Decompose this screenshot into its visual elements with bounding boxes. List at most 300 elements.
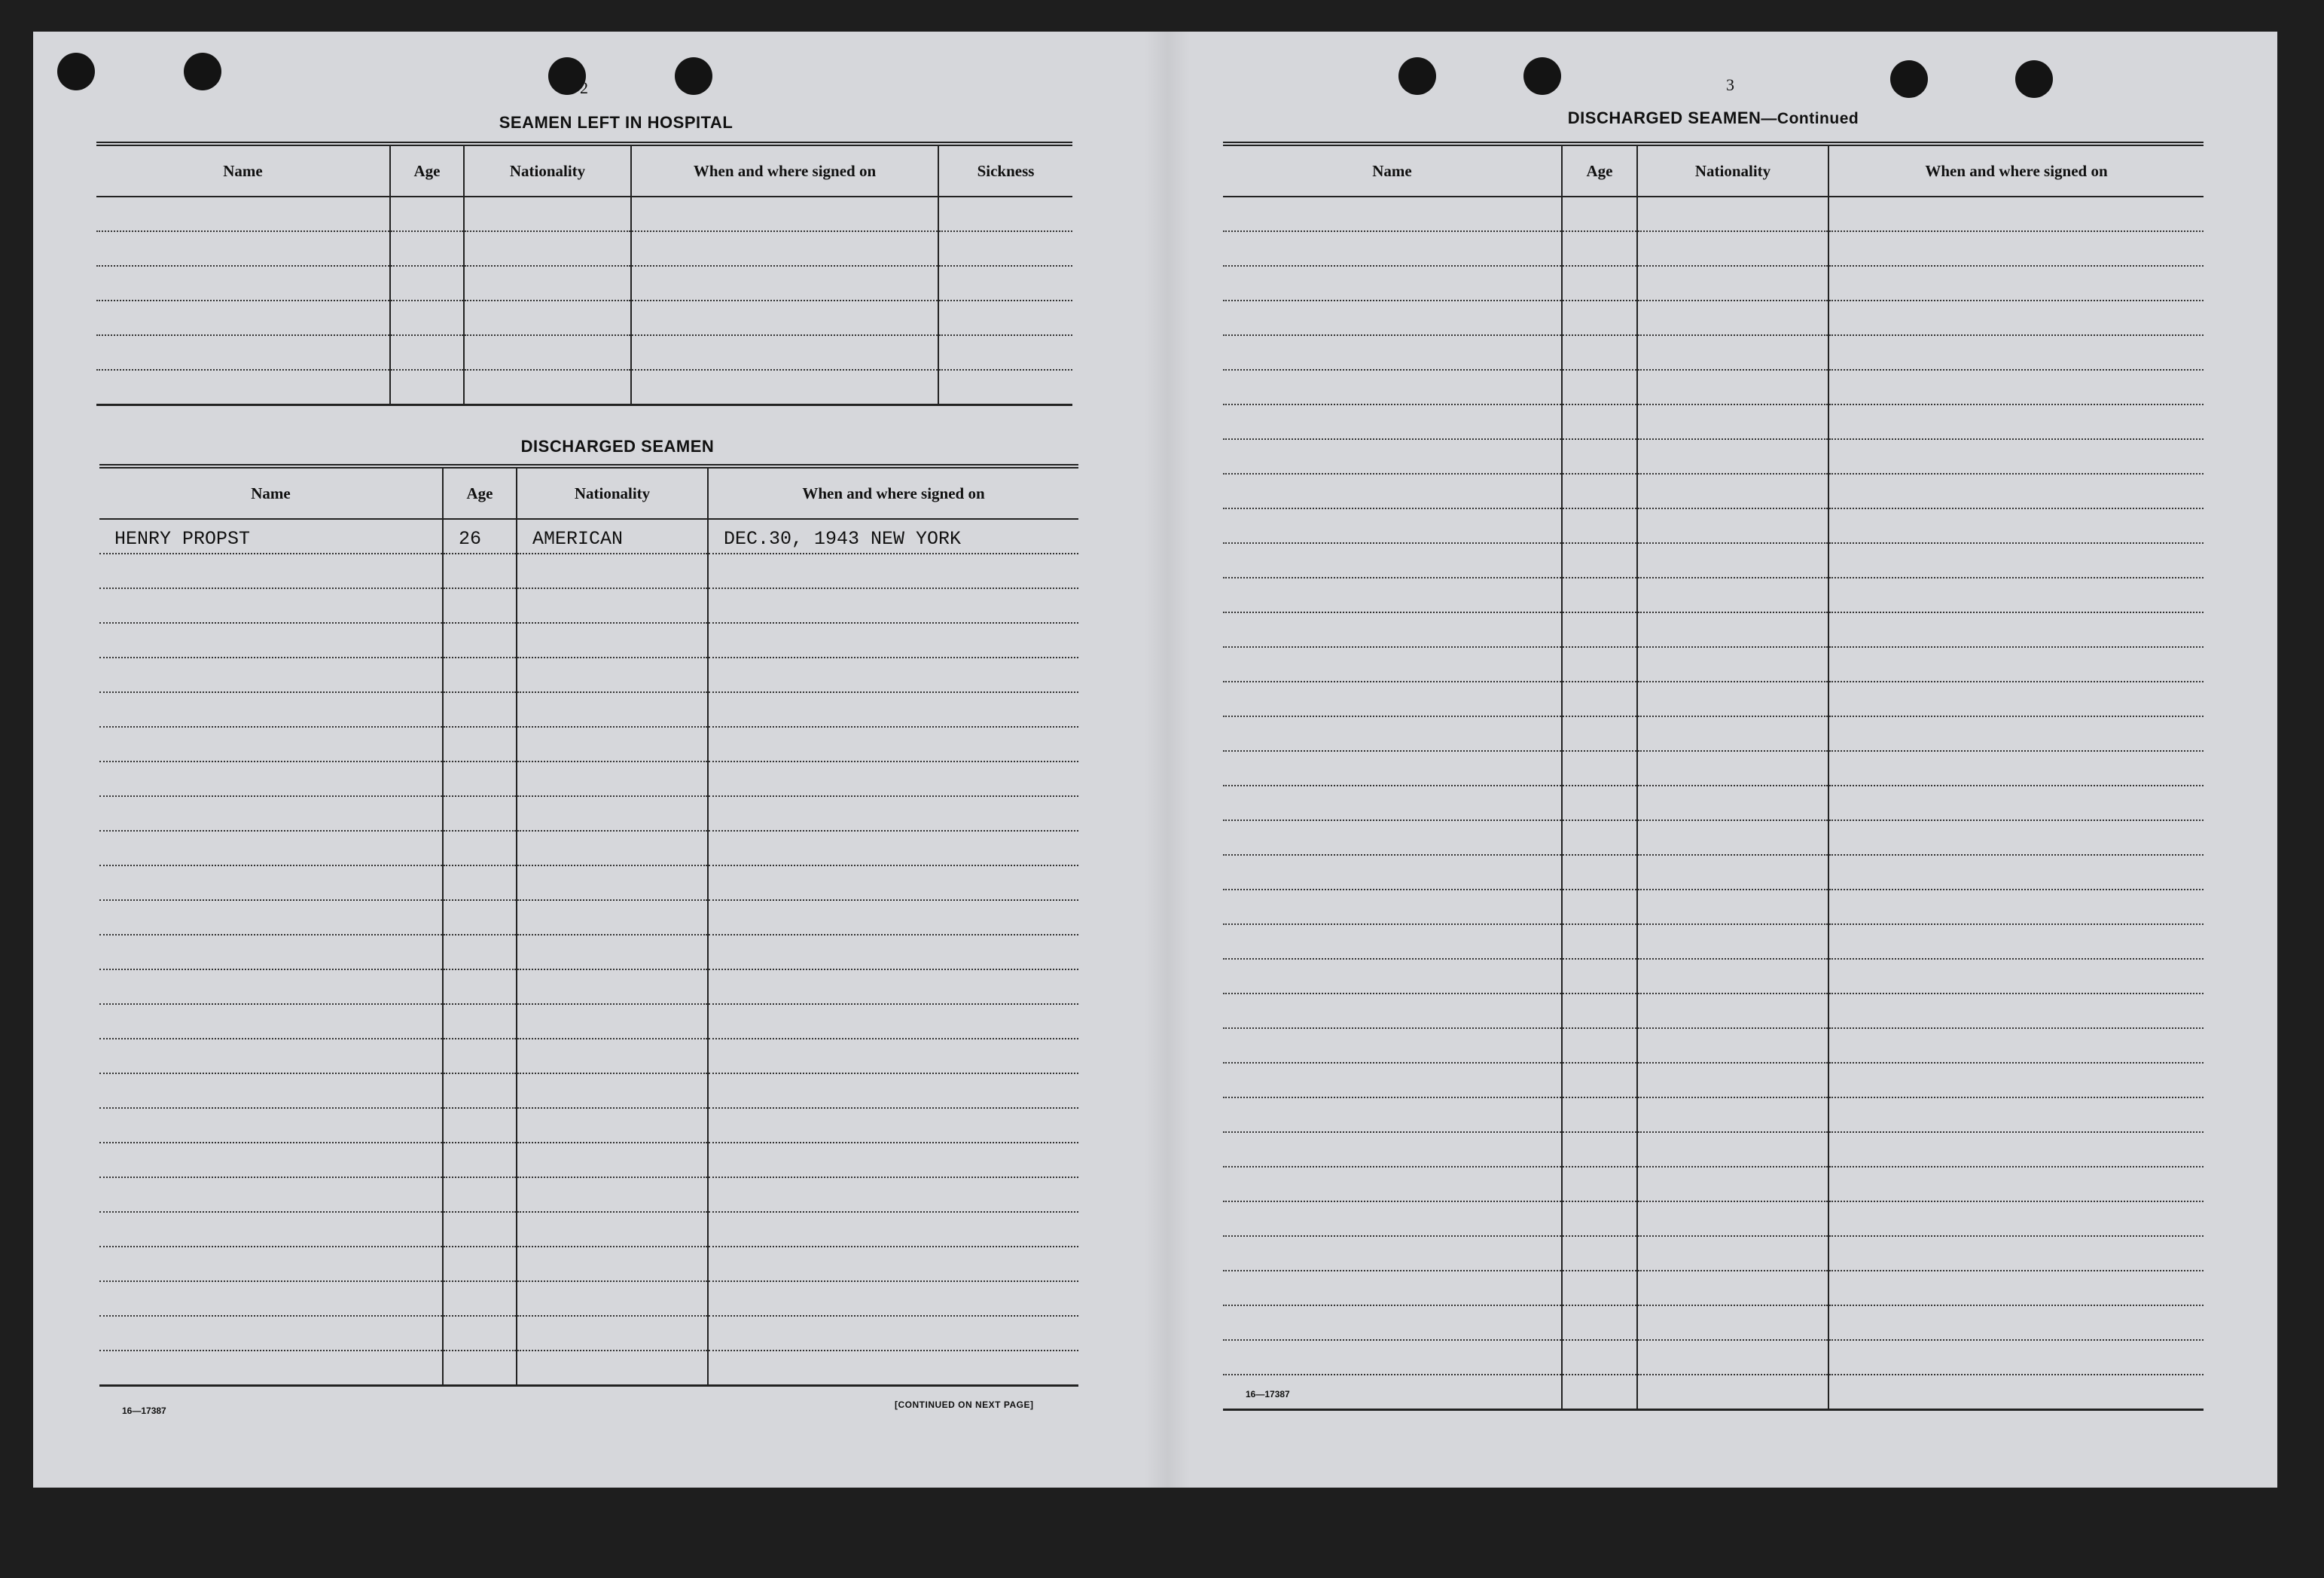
blank-cell bbox=[1562, 1132, 1637, 1167]
table-row bbox=[1223, 370, 2204, 404]
continued-note: [CONTINUED ON NEXT PAGE] bbox=[895, 1399, 1034, 1410]
blank-cell bbox=[1562, 924, 1637, 959]
column-header-sickness: Sickness bbox=[938, 144, 1072, 197]
blank-cell bbox=[708, 588, 1078, 623]
blank-cell bbox=[1828, 751, 2204, 786]
table-row bbox=[99, 935, 1078, 969]
blank-cell bbox=[464, 335, 631, 370]
blank-cell bbox=[1223, 1236, 1562, 1271]
table-row bbox=[99, 1039, 1078, 1073]
table-row bbox=[1223, 1201, 2204, 1236]
table-row bbox=[99, 1004, 1078, 1039]
blank-cell bbox=[938, 301, 1072, 335]
blank-cell bbox=[99, 1143, 443, 1177]
table-row bbox=[99, 1177, 1078, 1212]
blank-cell bbox=[631, 231, 938, 266]
seaman-age: 26 bbox=[443, 519, 517, 554]
blank-cell bbox=[1637, 1271, 1828, 1305]
table-row bbox=[1223, 855, 2204, 890]
blank-cell bbox=[938, 370, 1072, 405]
seaman-row bbox=[99, 519, 1078, 554]
blank-cell bbox=[1223, 890, 1562, 924]
blank-cell bbox=[390, 266, 464, 301]
column-header-name: Name bbox=[96, 144, 390, 197]
blank-cell bbox=[1637, 820, 1828, 855]
blank-cell bbox=[631, 266, 938, 301]
blank-cell bbox=[443, 1316, 517, 1351]
page-number: 2 bbox=[580, 78, 588, 97]
blank-cell bbox=[1637, 993, 1828, 1028]
blank-cell bbox=[96, 231, 390, 266]
blank-cell bbox=[517, 1281, 708, 1316]
blank-cell bbox=[1637, 1201, 1828, 1236]
discharged-section-title: DISCHARGED SEAMEN bbox=[520, 437, 715, 456]
form-number: 16—17387 bbox=[1246, 1389, 1290, 1399]
punch-hole bbox=[1523, 57, 1561, 95]
table-row bbox=[1223, 1097, 2204, 1132]
blank-cell bbox=[1562, 543, 1637, 578]
punch-hole bbox=[675, 57, 712, 95]
blank-cell bbox=[1828, 1271, 2204, 1305]
blank-cell bbox=[443, 1143, 517, 1177]
blank-cell bbox=[1828, 647, 2204, 682]
blank-cell bbox=[443, 1212, 517, 1247]
table-row bbox=[1223, 266, 2204, 301]
blank-cell bbox=[1223, 578, 1562, 612]
blank-cell bbox=[1223, 1063, 1562, 1097]
punch-hole bbox=[1398, 57, 1436, 95]
blank-cell bbox=[99, 623, 443, 658]
blank-cell bbox=[517, 1212, 708, 1247]
blank-cell bbox=[1828, 1340, 2204, 1375]
table-row bbox=[99, 831, 1078, 865]
blank-cell bbox=[99, 727, 443, 762]
column-header-nationality: Nationality bbox=[1637, 144, 1828, 197]
blank-cell bbox=[443, 1177, 517, 1212]
continued-table-header bbox=[1223, 144, 2204, 197]
blank-cell bbox=[1223, 508, 1562, 543]
blank-cell bbox=[517, 935, 708, 969]
blank-cell bbox=[443, 1281, 517, 1316]
blank-cell bbox=[1223, 1201, 1562, 1236]
table-row bbox=[99, 692, 1078, 727]
blank-cell bbox=[1562, 890, 1637, 924]
table-row bbox=[96, 266, 1072, 301]
column-header-name: Name bbox=[1223, 144, 1562, 197]
blank-cell bbox=[443, 727, 517, 762]
discharged-table-header bbox=[99, 466, 1078, 519]
blank-cell bbox=[1828, 612, 2204, 647]
blank-cell bbox=[1223, 1132, 1562, 1167]
blank-cell bbox=[1637, 578, 1828, 612]
blank-cell bbox=[1562, 1305, 1637, 1340]
seaman-signed-on: DEC.30, 1943 NEW YORK bbox=[708, 519, 1078, 554]
blank-cell bbox=[1562, 335, 1637, 370]
title-suffix: —Continued bbox=[1761, 110, 1859, 127]
title-main: DISCHARGED SEAMEN bbox=[1567, 108, 1761, 127]
blank-cell bbox=[99, 692, 443, 727]
blank-cell bbox=[96, 266, 390, 301]
table-row bbox=[1223, 647, 2204, 682]
blank-cell bbox=[1562, 370, 1637, 404]
blank-cell bbox=[1828, 1063, 2204, 1097]
blank-cell bbox=[708, 1039, 1078, 1073]
table-row bbox=[96, 301, 1072, 335]
blank-cell bbox=[1637, 1097, 1828, 1132]
blank-cell bbox=[1223, 474, 1562, 508]
blank-cell bbox=[1828, 890, 2204, 924]
blank-cell bbox=[1562, 612, 1637, 647]
blank-cell bbox=[99, 1004, 443, 1039]
blank-cell bbox=[1637, 1236, 1828, 1271]
blank-cell bbox=[1223, 439, 1562, 474]
blank-cell bbox=[390, 197, 464, 231]
blank-cell bbox=[708, 1108, 1078, 1143]
blank-cell bbox=[708, 554, 1078, 588]
blank-cell bbox=[1637, 1375, 1828, 1410]
blank-cell bbox=[708, 1004, 1078, 1039]
blank-cell bbox=[938, 335, 1072, 370]
blank-cell bbox=[1562, 197, 1637, 231]
blank-cell bbox=[1637, 612, 1828, 647]
blank-cell bbox=[443, 1108, 517, 1143]
blank-cell bbox=[1223, 231, 1562, 266]
blank-cell bbox=[1828, 474, 2204, 508]
blank-cell bbox=[1562, 1271, 1637, 1305]
blank-cell bbox=[1637, 508, 1828, 543]
blank-cell bbox=[1562, 439, 1637, 474]
blank-cell bbox=[708, 831, 1078, 865]
blank-cell bbox=[1828, 1097, 2204, 1132]
blank-cell bbox=[708, 900, 1078, 935]
blank-cell bbox=[938, 266, 1072, 301]
table-row bbox=[1223, 820, 2204, 855]
blank-cell bbox=[1562, 1375, 1637, 1410]
table-row bbox=[99, 727, 1078, 762]
table-row bbox=[1223, 508, 2204, 543]
blank-cell bbox=[1223, 1097, 1562, 1132]
blank-cell bbox=[517, 1073, 708, 1108]
blank-cell bbox=[1637, 716, 1828, 751]
blank-cell bbox=[1223, 959, 1562, 993]
blank-cell bbox=[443, 831, 517, 865]
blank-cell bbox=[1562, 751, 1637, 786]
blank-cell bbox=[517, 554, 708, 588]
blank-cell bbox=[99, 865, 443, 900]
blank-cell bbox=[708, 935, 1078, 969]
blank-cell bbox=[464, 301, 631, 335]
blank-cell bbox=[443, 588, 517, 623]
table-row bbox=[1223, 959, 2204, 993]
table-row bbox=[99, 1316, 1078, 1351]
blank-cell bbox=[1223, 751, 1562, 786]
blank-cell bbox=[708, 1212, 1078, 1247]
blank-cell bbox=[1637, 1167, 1828, 1201]
blank-cell bbox=[708, 727, 1078, 762]
blank-cell bbox=[1223, 924, 1562, 959]
blank-cell bbox=[1828, 301, 2204, 335]
blank-cell bbox=[99, 1212, 443, 1247]
blank-cell bbox=[631, 197, 938, 231]
blank-cell bbox=[464, 231, 631, 266]
blank-cell bbox=[96, 301, 390, 335]
blank-cell bbox=[517, 831, 708, 865]
blank-cell bbox=[517, 1177, 708, 1212]
table-row bbox=[99, 1143, 1078, 1177]
column-header-when-and-where-signed-on: When and where signed on bbox=[631, 144, 938, 197]
blank-cell bbox=[1828, 1305, 2204, 1340]
table-row bbox=[99, 1073, 1078, 1108]
blank-cell bbox=[1828, 924, 2204, 959]
blank-cell bbox=[1828, 1028, 2204, 1063]
blank-cell bbox=[1562, 301, 1637, 335]
blank-cell bbox=[1637, 890, 1828, 924]
table-row bbox=[1223, 890, 2204, 924]
blank-cell bbox=[99, 831, 443, 865]
blank-cell bbox=[1828, 439, 2204, 474]
blank-cell bbox=[1828, 231, 2204, 266]
blank-cell bbox=[99, 900, 443, 935]
blank-cell bbox=[1562, 959, 1637, 993]
blank-cell bbox=[1828, 197, 2204, 231]
table-row bbox=[1223, 1063, 2204, 1097]
blank-cell bbox=[99, 554, 443, 588]
blank-cell bbox=[1828, 543, 2204, 578]
blank-cell bbox=[443, 796, 517, 831]
blank-cell bbox=[938, 197, 1072, 231]
blank-cell bbox=[1637, 439, 1828, 474]
table-row bbox=[99, 554, 1078, 588]
blank-cell bbox=[517, 1004, 708, 1039]
blank-cell bbox=[517, 692, 708, 727]
document-sheet bbox=[33, 32, 2277, 1488]
blank-cell bbox=[99, 1039, 443, 1073]
blank-cell bbox=[517, 658, 708, 692]
blank-cell bbox=[1637, 370, 1828, 404]
column-header-age: Age bbox=[390, 144, 464, 197]
blank-cell bbox=[1223, 647, 1562, 682]
table-row bbox=[99, 1281, 1078, 1316]
column-header-nationality: Nationality bbox=[464, 144, 631, 197]
table-row bbox=[99, 1351, 1078, 1386]
blank-cell bbox=[99, 1281, 443, 1316]
form-number: 16—17387 bbox=[122, 1406, 166, 1416]
blank-cell bbox=[443, 1247, 517, 1281]
blank-cell bbox=[1637, 335, 1828, 370]
blank-cell bbox=[517, 588, 708, 623]
blank-cell bbox=[1562, 647, 1637, 682]
blank-cell bbox=[1223, 820, 1562, 855]
blank-cell bbox=[443, 692, 517, 727]
blank-cell bbox=[1828, 508, 2204, 543]
discharged-continued-table bbox=[1223, 142, 2204, 1411]
table-row bbox=[1223, 1132, 2204, 1167]
blank-cell bbox=[390, 370, 464, 405]
blank-cell bbox=[390, 335, 464, 370]
table-row bbox=[96, 335, 1072, 370]
punch-hole bbox=[57, 53, 95, 90]
table-row bbox=[99, 658, 1078, 692]
blank-cell bbox=[464, 370, 631, 405]
blank-cell bbox=[1828, 786, 2204, 820]
blank-cell bbox=[517, 865, 708, 900]
table-row bbox=[1223, 335, 2204, 370]
table-row bbox=[1223, 1271, 2204, 1305]
blank-cell bbox=[708, 658, 1078, 692]
blank-cell bbox=[1828, 1375, 2204, 1410]
blank-cell bbox=[443, 762, 517, 796]
blank-cell bbox=[1637, 751, 1828, 786]
table-row bbox=[1223, 1305, 2204, 1340]
blank-cell bbox=[1562, 404, 1637, 439]
blank-cell bbox=[443, 1004, 517, 1039]
blank-cell bbox=[517, 1108, 708, 1143]
blank-cell bbox=[708, 865, 1078, 900]
hospital-section-title: SEAMEN LEFT IN HOSPITAL bbox=[499, 113, 733, 132]
table-row bbox=[1223, 578, 2204, 612]
blank-cell bbox=[708, 692, 1078, 727]
blank-cell bbox=[99, 1316, 443, 1351]
table-row bbox=[96, 197, 1072, 231]
center-fold bbox=[1145, 32, 1190, 1488]
blank-cell bbox=[99, 1351, 443, 1386]
blank-cell bbox=[1828, 993, 2204, 1028]
blank-cell bbox=[708, 1073, 1078, 1108]
blank-cell bbox=[1223, 335, 1562, 370]
blank-cell bbox=[443, 935, 517, 969]
blank-cell bbox=[1562, 1201, 1637, 1236]
blank-cell bbox=[443, 623, 517, 658]
blank-cell bbox=[1223, 1167, 1562, 1201]
blank-cell bbox=[1562, 786, 1637, 820]
blank-cell bbox=[517, 1039, 708, 1073]
blank-cell bbox=[708, 1143, 1078, 1177]
blank-cell bbox=[1637, 301, 1828, 335]
blank-cell bbox=[1637, 1063, 1828, 1097]
blank-cell bbox=[1562, 266, 1637, 301]
table-row bbox=[99, 1108, 1078, 1143]
blank-cell bbox=[1828, 820, 2204, 855]
blank-cell bbox=[1562, 1028, 1637, 1063]
blank-cell bbox=[1828, 959, 2204, 993]
blank-cell bbox=[99, 796, 443, 831]
blank-cell bbox=[1637, 1132, 1828, 1167]
column-header-age: Age bbox=[1562, 144, 1637, 197]
blank-cell bbox=[443, 1351, 517, 1386]
blank-cell bbox=[99, 1247, 443, 1281]
hospital-table bbox=[96, 142, 1072, 406]
blank-cell bbox=[464, 266, 631, 301]
blank-cell bbox=[1223, 543, 1562, 578]
column-header-when-and-where-signed-on: When and where signed on bbox=[1828, 144, 2204, 197]
table-row bbox=[1223, 439, 2204, 474]
blank-cell bbox=[708, 969, 1078, 1004]
blank-cell bbox=[1562, 1063, 1637, 1097]
blank-cell bbox=[517, 1247, 708, 1281]
blank-cell bbox=[1562, 578, 1637, 612]
blank-cell bbox=[517, 969, 708, 1004]
blank-cell bbox=[1637, 959, 1828, 993]
blank-cell bbox=[938, 231, 1072, 266]
blank-cell bbox=[517, 1351, 708, 1386]
blank-cell bbox=[708, 1177, 1078, 1212]
table-row bbox=[1223, 993, 2204, 1028]
table-row bbox=[99, 762, 1078, 796]
table-row bbox=[1223, 231, 2204, 266]
blank-cell bbox=[517, 1143, 708, 1177]
blank-cell bbox=[631, 370, 938, 405]
table-row bbox=[99, 623, 1078, 658]
blank-cell bbox=[1637, 924, 1828, 959]
blank-cell bbox=[1223, 301, 1562, 335]
table-row bbox=[1223, 612, 2204, 647]
blank-cell bbox=[708, 1351, 1078, 1386]
blank-cell bbox=[1223, 855, 1562, 890]
blank-cell bbox=[1562, 508, 1637, 543]
blank-cell bbox=[1223, 993, 1562, 1028]
blank-cell bbox=[1223, 1271, 1562, 1305]
blank-cell bbox=[96, 335, 390, 370]
blank-cell bbox=[1637, 474, 1828, 508]
page-number: 3 bbox=[1726, 75, 1734, 94]
blank-cell bbox=[99, 969, 443, 1004]
table-row bbox=[1223, 716, 2204, 751]
blank-cell bbox=[99, 762, 443, 796]
blank-cell bbox=[1223, 786, 1562, 820]
punch-hole bbox=[1890, 60, 1928, 98]
blank-cell bbox=[1637, 1028, 1828, 1063]
blank-cell bbox=[99, 658, 443, 692]
blank-cell bbox=[443, 1039, 517, 1073]
blank-cell bbox=[708, 796, 1078, 831]
blank-cell bbox=[708, 1281, 1078, 1316]
blank-cell bbox=[1562, 1340, 1637, 1375]
blank-cell bbox=[96, 197, 390, 231]
blank-cell bbox=[1562, 231, 1637, 266]
blank-cell bbox=[517, 762, 708, 796]
blank-cell bbox=[99, 1177, 443, 1212]
table-row bbox=[1223, 924, 2204, 959]
blank-cell bbox=[1223, 197, 1562, 231]
blank-cell bbox=[517, 900, 708, 935]
column-header-name: Name bbox=[99, 466, 443, 519]
table-row bbox=[99, 1247, 1078, 1281]
blank-cell bbox=[1828, 682, 2204, 716]
blank-cell bbox=[443, 865, 517, 900]
blank-cell bbox=[1223, 1028, 1562, 1063]
blank-cell bbox=[1637, 231, 1828, 266]
blank-cell bbox=[1562, 993, 1637, 1028]
blank-cell bbox=[1828, 1167, 2204, 1201]
blank-cell bbox=[1562, 682, 1637, 716]
blank-cell bbox=[99, 588, 443, 623]
blank-cell bbox=[1828, 404, 2204, 439]
blank-cell bbox=[1828, 1236, 2204, 1271]
blank-cell bbox=[1637, 855, 1828, 890]
table-row bbox=[96, 231, 1072, 266]
blank-cell bbox=[1637, 786, 1828, 820]
blank-cell bbox=[1562, 855, 1637, 890]
blank-cell bbox=[443, 969, 517, 1004]
blank-cell bbox=[1562, 1097, 1637, 1132]
blank-cell bbox=[96, 370, 390, 405]
table-row bbox=[1223, 1236, 2204, 1271]
blank-cell bbox=[517, 1316, 708, 1351]
seaman-name: HENRY PROPST bbox=[99, 519, 443, 554]
blank-cell bbox=[99, 1108, 443, 1143]
table-row bbox=[1223, 1340, 2204, 1375]
table-row bbox=[99, 900, 1078, 935]
